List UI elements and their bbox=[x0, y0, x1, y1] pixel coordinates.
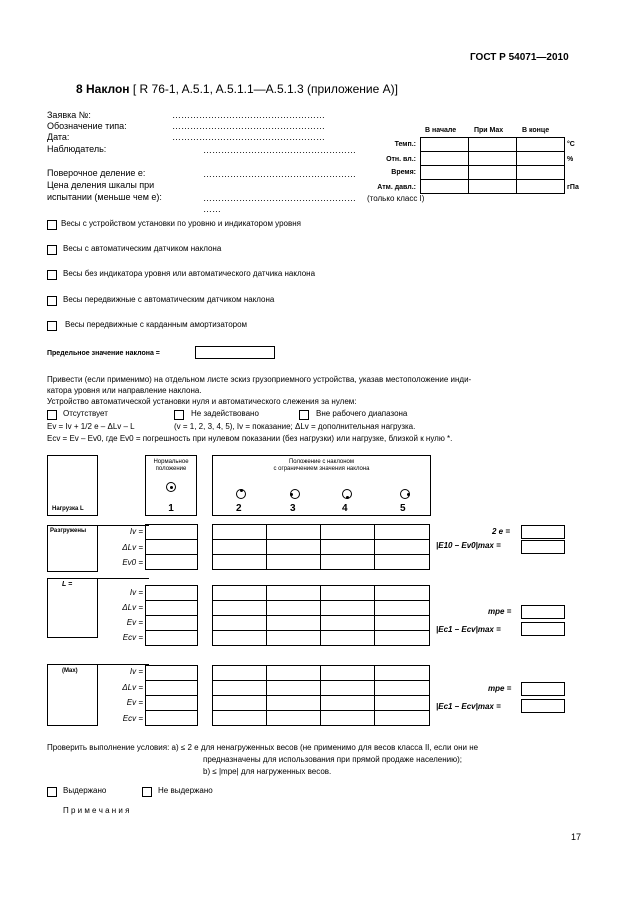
normal-position-header bbox=[145, 455, 197, 516]
mpe-input-2[interactable] bbox=[521, 605, 565, 619]
formula-ev-text: Ev = Iv + 1/2 e – ΔLv – L bbox=[47, 422, 135, 431]
option-checkbox-no-indicator[interactable] bbox=[47, 270, 57, 280]
env-cell[interactable] bbox=[421, 138, 469, 152]
cell[interactable] bbox=[267, 631, 321, 646]
zero-inactive-checkbox[interactable] bbox=[174, 410, 184, 420]
mpe-input-3[interactable] bbox=[521, 682, 565, 696]
cell[interactable] bbox=[267, 586, 321, 601]
max-formula-2: |Ec1 – Ecv|max = bbox=[436, 625, 501, 634]
date-label: Дата: bbox=[47, 132, 70, 142]
option-mobile-cardan: Весы передвижные с карданным амортизатором bbox=[65, 320, 248, 329]
cell[interactable] bbox=[375, 631, 430, 646]
env-cell[interactable] bbox=[517, 180, 565, 194]
cell[interactable] bbox=[213, 555, 267, 570]
cell[interactable] bbox=[146, 555, 198, 570]
col-num-5: 5 bbox=[400, 503, 406, 514]
row-label-dL-3: ΔLv = bbox=[122, 683, 143, 692]
option-checkbox-auto-tilt[interactable] bbox=[47, 245, 57, 255]
option-checkbox-level-indicator[interactable] bbox=[47, 220, 57, 230]
block-max-divider bbox=[98, 664, 149, 665]
scale-division-field-tail: …… bbox=[203, 204, 221, 214]
cell[interactable] bbox=[146, 601, 198, 616]
block-load-label-cell bbox=[47, 578, 98, 638]
env-unit-humidity: % bbox=[567, 156, 574, 163]
option-level-indicator: Весы с устройством установки по уровню и индикатором уровня bbox=[61, 219, 301, 228]
cell[interactable] bbox=[375, 601, 430, 616]
option-no-indicator: Весы без индикатора уровня или автоматического датчика наклона bbox=[63, 269, 316, 278]
section-number-title: 8 Наклон bbox=[76, 82, 130, 96]
zero-out-of-range-label: Вне рабочего диапазона bbox=[316, 409, 408, 418]
check-line-2: предназначены для использования при прямой продаже населению); bbox=[203, 755, 463, 764]
section-title bbox=[76, 82, 398, 96]
cell[interactable] bbox=[213, 666, 267, 681]
cell[interactable] bbox=[321, 601, 375, 616]
check-line-1: Проверить выполнение условия: а) ≤ 2 e для ненагруженных весов (не применимо для весов класса II, если они не bbox=[47, 743, 479, 752]
cell[interactable] bbox=[267, 525, 321, 540]
block-load-label: L = bbox=[62, 581, 73, 588]
scale-division-label-2: испытании (меньше чем e): bbox=[47, 192, 162, 202]
tilt-position-header bbox=[212, 455, 431, 516]
block-max-label-cell bbox=[47, 664, 98, 726]
position-tilt-5-icon bbox=[400, 489, 410, 499]
normal-position-title bbox=[146, 459, 196, 473]
cell[interactable] bbox=[321, 540, 375, 555]
tilt-position-line-2: с ограничением значения наклона bbox=[273, 466, 370, 472]
instruction-line-2: катора уровня или направление наклона. bbox=[47, 386, 202, 395]
cell[interactable] bbox=[321, 711, 375, 726]
block-unloaded-grid-tilt bbox=[212, 524, 430, 570]
cell[interactable] bbox=[146, 711, 198, 726]
env-col-start: В начале bbox=[425, 127, 457, 134]
max-formula-1: |E10 – Ev0|max = bbox=[436, 541, 501, 550]
cell[interactable] bbox=[146, 616, 198, 631]
cell[interactable] bbox=[375, 666, 430, 681]
normal-position-line-1: Нормальное bbox=[153, 459, 189, 465]
date-field[interactable]: …………………………………………… bbox=[172, 132, 325, 142]
cell[interactable] bbox=[375, 586, 430, 601]
env-row-temp: Темп.: bbox=[394, 141, 416, 148]
col-num-4: 4 bbox=[342, 503, 348, 514]
cell[interactable] bbox=[267, 696, 321, 711]
env-unit-pressure: гПа bbox=[567, 184, 579, 191]
block-unloaded-label-cell bbox=[47, 525, 98, 572]
cell[interactable] bbox=[213, 711, 267, 726]
cell[interactable] bbox=[267, 681, 321, 696]
max-formula-1-input[interactable] bbox=[521, 540, 565, 554]
tilt-position-title bbox=[213, 459, 430, 473]
cell[interactable] bbox=[267, 601, 321, 616]
zero-out-of-range-checkbox[interactable] bbox=[299, 410, 309, 420]
env-cell[interactable] bbox=[421, 166, 469, 180]
option-mobile-auto: Весы передвижные с автоматическим датчиком наклона bbox=[63, 295, 275, 304]
row-label-E-3: Ev = bbox=[126, 698, 143, 707]
cell[interactable] bbox=[146, 525, 198, 540]
env-col-max: При Max bbox=[474, 127, 504, 134]
env-unit-temp: °C bbox=[567, 141, 575, 148]
cell[interactable] bbox=[375, 616, 430, 631]
cell[interactable] bbox=[321, 586, 375, 601]
block-unloaded-label: Разгружены bbox=[50, 528, 87, 534]
env-cell[interactable] bbox=[421, 152, 469, 166]
cell[interactable] bbox=[267, 555, 321, 570]
check-line-3: b) ≤ |mpe| для нагруженных весов. bbox=[203, 767, 332, 776]
cell[interactable] bbox=[267, 711, 321, 726]
load-header-label: Нагрузка L bbox=[52, 506, 84, 512]
formula-ev-note: (v = 1, 2, 3, 4, 5), Iv = показание; ΔLv = дополнительная нагрузка. bbox=[174, 422, 416, 431]
zero-inactive-label: Не задействовано bbox=[191, 409, 259, 418]
cell[interactable] bbox=[321, 616, 375, 631]
env-col-end: В конце bbox=[522, 127, 550, 134]
env-cell[interactable] bbox=[517, 138, 565, 152]
position-normal-icon bbox=[166, 482, 176, 492]
cell[interactable] bbox=[146, 586, 198, 601]
standard-header: ГОСТ Р 54071—2010 bbox=[470, 52, 569, 63]
cell[interactable] bbox=[213, 540, 267, 555]
passed-label: Выдержано bbox=[63, 786, 107, 795]
env-row-time: Время: bbox=[391, 169, 416, 176]
env-cell[interactable] bbox=[421, 180, 469, 194]
col-num-1: 1 bbox=[168, 503, 174, 514]
load-header-cell bbox=[47, 455, 98, 516]
zero-absent-label: Отсутствует bbox=[63, 409, 108, 418]
max-formula-3: |Ec1 – Ecv|max = bbox=[436, 702, 501, 711]
max-formula-3-input[interactable] bbox=[521, 699, 565, 713]
cell[interactable] bbox=[213, 601, 267, 616]
position-tilt-3-icon bbox=[290, 489, 300, 499]
row-label-E-2: Ev = bbox=[126, 618, 143, 627]
row-label-Ecv-2: Ecv = bbox=[122, 633, 143, 642]
cell[interactable] bbox=[213, 525, 267, 540]
row-label-I-3: Iv = bbox=[129, 667, 143, 676]
limit-input[interactable] bbox=[195, 346, 275, 359]
row-label-Ecv-3: Ecv = bbox=[122, 714, 143, 723]
instruction-line-3: Устройство автоматической установки нуля и автоматического слежения за нулем: bbox=[47, 397, 357, 406]
row-label-I-2: Iv = bbox=[129, 588, 143, 597]
env-cell[interactable] bbox=[469, 180, 517, 194]
type-label: Обозначение типа: bbox=[47, 121, 127, 131]
tilt-position-line-1: Положение с наклоном bbox=[288, 459, 355, 465]
zero-absent-checkbox[interactable] bbox=[47, 410, 57, 420]
cell[interactable] bbox=[321, 666, 375, 681]
formula-ev bbox=[47, 422, 135, 432]
position-tilt-2-icon bbox=[236, 489, 246, 499]
max-formula-2-input[interactable] bbox=[521, 622, 565, 636]
position-tilt-4-icon bbox=[342, 489, 352, 499]
cell[interactable] bbox=[375, 555, 430, 570]
block-unloaded-grid-normal bbox=[145, 524, 198, 570]
option-checkbox-mobile-cardan[interactable] bbox=[47, 321, 57, 331]
failed-checkbox[interactable] bbox=[142, 787, 152, 797]
row-label-dL-2: ΔLv = bbox=[122, 603, 143, 612]
two-e-input[interactable] bbox=[521, 525, 565, 539]
cell[interactable] bbox=[146, 681, 198, 696]
cell[interactable] bbox=[213, 696, 267, 711]
scale-division-label-1: Цена деления шкалы при bbox=[47, 180, 155, 190]
row-label-I-1: Iv = bbox=[129, 527, 143, 536]
cell[interactable] bbox=[213, 631, 267, 646]
cell[interactable] bbox=[321, 681, 375, 696]
type-field[interactable]: …………………………………………… bbox=[172, 121, 325, 131]
cell[interactable] bbox=[321, 525, 375, 540]
only-class-note: (только класс I) bbox=[367, 194, 425, 203]
env-row-humidity: Отн. вл.: bbox=[386, 156, 416, 163]
block-load-divider bbox=[98, 578, 149, 579]
verification-division-field[interactable]: …………………………………………… bbox=[203, 169, 356, 179]
block-max-grid-normal bbox=[145, 665, 198, 726]
normal-position-line-2: положение bbox=[155, 466, 187, 472]
verification-division-label: Поверочное деление e: bbox=[47, 168, 146, 178]
col-num-3: 3 bbox=[290, 503, 296, 514]
formula-ecv: Ecv = Ev – Ev0, где Ev0 = погрешность при нулевом показании (без нагрузки) или нагрузке, близкой к нулю *. bbox=[47, 434, 453, 443]
cell[interactable] bbox=[321, 696, 375, 711]
cell[interactable] bbox=[213, 616, 267, 631]
notes-heading: П р и м е ч а н и я bbox=[63, 806, 130, 815]
cell[interactable] bbox=[146, 631, 198, 646]
passed-checkbox[interactable] bbox=[47, 787, 57, 797]
cell[interactable] bbox=[321, 631, 375, 646]
option-checkbox-mobile-auto[interactable] bbox=[47, 296, 57, 306]
cell[interactable] bbox=[321, 555, 375, 570]
cell[interactable] bbox=[267, 666, 321, 681]
environment-grid bbox=[420, 137, 565, 194]
section-reference: [ R 76-1, A.5.1, A.5.1.1—A.5.1.3 (приложение A)] bbox=[132, 82, 398, 96]
observer-field[interactable]: …………………………………………… bbox=[203, 145, 356, 155]
block-max-label: (Max) bbox=[62, 668, 78, 674]
env-cell[interactable] bbox=[469, 138, 517, 152]
cell[interactable] bbox=[146, 696, 198, 711]
cell[interactable] bbox=[267, 616, 321, 631]
row-label-dL-1: ΔLv = bbox=[122, 543, 143, 552]
cell[interactable] bbox=[375, 681, 430, 696]
option-auto-tilt: Весы с автоматическим датчиком наклона bbox=[63, 244, 222, 253]
cell[interactable] bbox=[146, 540, 198, 555]
page-number: 17 bbox=[571, 832, 582, 842]
application-label: Заявка №: bbox=[47, 110, 91, 120]
cell[interactable] bbox=[213, 586, 267, 601]
limit-label: Предельное значение наклона = bbox=[47, 350, 160, 357]
cell[interactable] bbox=[146, 666, 198, 681]
env-cell[interactable] bbox=[469, 166, 517, 180]
failed-label: Не выдержано bbox=[158, 786, 213, 795]
mpe-label-2: mpe = bbox=[488, 607, 512, 616]
scale-division-field[interactable]: …………………………………………… bbox=[203, 193, 356, 203]
env-cell[interactable] bbox=[469, 152, 517, 166]
block-load-grid-normal bbox=[145, 585, 198, 646]
cell[interactable] bbox=[375, 696, 430, 711]
instruction-line-1: Привести (если применимо) на отдельном листе эскиз грузоприемного устройства, указав местоположение инди- bbox=[47, 375, 472, 384]
col-num-2: 2 bbox=[236, 503, 242, 514]
cell[interactable] bbox=[375, 525, 430, 540]
env-cell[interactable] bbox=[517, 166, 565, 180]
cell[interactable] bbox=[375, 711, 430, 726]
cell[interactable] bbox=[267, 540, 321, 555]
block-max-grid-tilt bbox=[212, 665, 430, 726]
cell[interactable] bbox=[213, 681, 267, 696]
mpe-label-3: mpe = bbox=[488, 684, 512, 693]
block-load-grid-tilt bbox=[212, 585, 430, 646]
two-e-label: 2 e = bbox=[492, 527, 511, 536]
env-cell[interactable] bbox=[517, 152, 565, 166]
cell[interactable] bbox=[375, 540, 430, 555]
row-label-Ev0-1: Ev0 = bbox=[122, 558, 143, 567]
env-row-pressure: Атм. давл.: bbox=[377, 184, 416, 191]
application-field[interactable]: …………………………………………… bbox=[172, 110, 325, 120]
observer-label: Наблюдатель: bbox=[47, 144, 107, 154]
